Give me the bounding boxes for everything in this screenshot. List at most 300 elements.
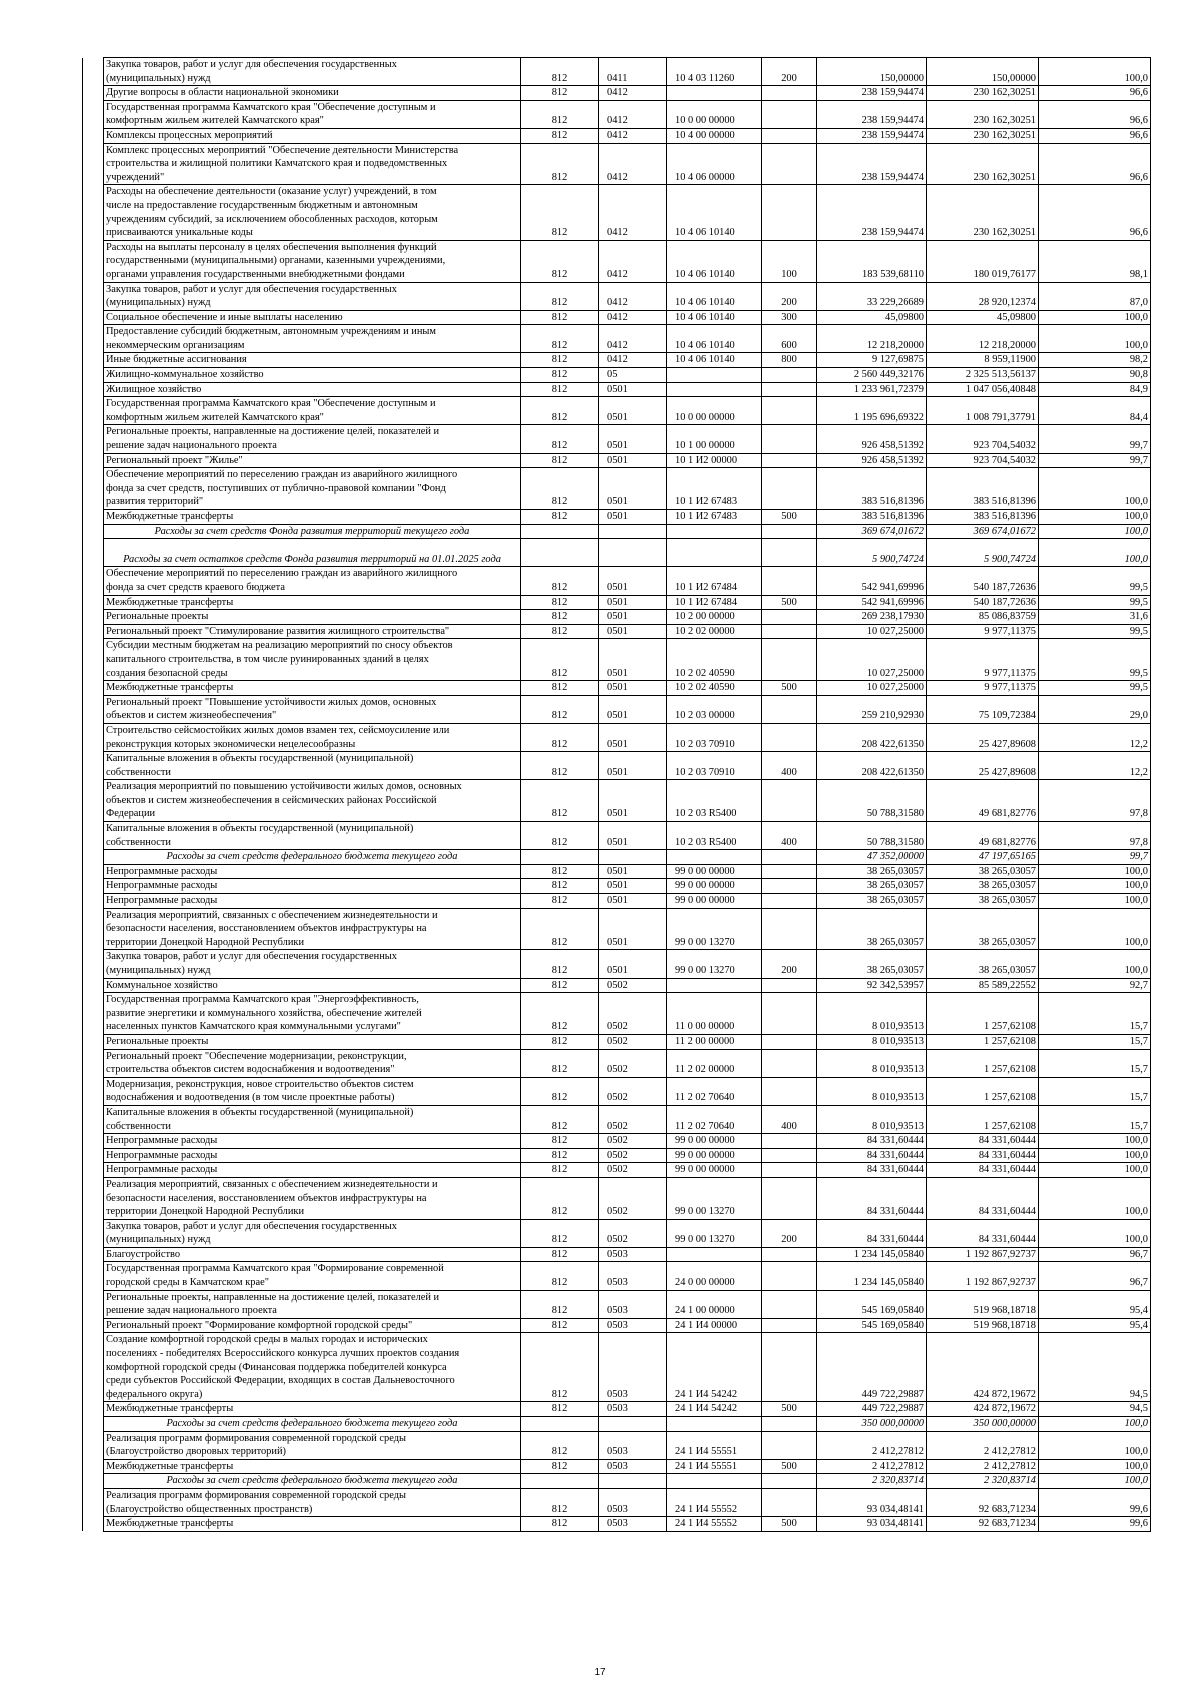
planned-amount: 10 027,25000	[817, 681, 927, 696]
expense-type-code: 500	[762, 595, 817, 610]
ministry-code: 812	[521, 752, 599, 780]
spacer-cell	[83, 539, 104, 567]
section-code: 0502	[599, 1134, 667, 1149]
planned-amount: 8 010,93513	[817, 1105, 927, 1133]
spacer-cell	[83, 850, 104, 865]
expense-name: Иные бюджетные ассигнования	[104, 353, 521, 368]
ministry-code: 812	[521, 1105, 599, 1133]
target-article-code: 11 2 02 00000	[667, 1049, 762, 1077]
ministry-code: 812	[521, 780, 599, 822]
expense-type-code	[762, 1318, 817, 1333]
section-code: 0411	[599, 58, 667, 86]
actual-amount: 75 109,72384	[927, 695, 1039, 723]
actual-amount: 540 187,72636	[927, 567, 1039, 595]
actual-amount: 25 427,89608	[927, 723, 1039, 751]
expense-name: Субсидии местным бюджетам на реализацию мероприятий по сносу объектов капитального строительства, в том числе руинированных зданий в целях создания безопасной среды	[104, 639, 521, 681]
ministry-code: 812	[521, 1049, 599, 1077]
table-row	[83, 1219, 1151, 1247]
table-row	[83, 468, 1151, 510]
spacer-cell	[83, 1034, 104, 1049]
expense-type-code: 200	[762, 58, 817, 86]
table-row	[83, 639, 1151, 681]
spacer-cell	[83, 282, 104, 310]
actual-amount: 1 257,62108	[927, 993, 1039, 1035]
expense-name: Региональный проект "Повышение устойчивости жилых домов, основных объектов и систем жизнеобеспечения"	[104, 695, 521, 723]
planned-amount: 545 169,05840	[817, 1318, 927, 1333]
subtotal-row	[83, 850, 1151, 865]
actual-amount: 1 008 791,37791	[927, 397, 1039, 425]
target-article-code: 11 2 00 00000	[667, 1034, 762, 1049]
actual-amount: 84 331,60444	[927, 1177, 1039, 1219]
execution-percent: 98,1	[1039, 240, 1151, 282]
planned-amount: 8 010,93513	[817, 1049, 927, 1077]
ministry-code: 812	[521, 397, 599, 425]
planned-amount: 84 331,60444	[817, 1177, 927, 1219]
section-code: 0501	[599, 908, 667, 950]
subtotal-row	[83, 539, 1151, 567]
execution-percent: 100,0	[1039, 1148, 1151, 1163]
execution-percent: 31,6	[1039, 610, 1151, 625]
expense-name: Капитальные вложения в объекты государственной (муниципальной) собственности	[104, 1105, 521, 1133]
expense-name: Непрограммные расходы	[104, 879, 521, 894]
section-code	[599, 850, 667, 865]
execution-percent: 96,6	[1039, 185, 1151, 240]
section-code: 0501	[599, 567, 667, 595]
expense-name: Жилищно-коммунальное хозяйство	[104, 368, 521, 383]
expense-name: Реализация мероприятий, связанных с обеспечением жизнедеятельности и безопасности населения, восстановлением объектов инфраструктуры на территории Донецкой Народной Республики	[104, 908, 521, 950]
target-article-code: 10 2 03 70910	[667, 752, 762, 780]
ministry-code	[521, 524, 599, 539]
table-row	[83, 1163, 1151, 1178]
target-article-code: 24 1 И4 55552	[667, 1517, 762, 1532]
target-article-code: 10 4 06 10140	[667, 353, 762, 368]
ministry-code: 812	[521, 1247, 599, 1262]
expense-type-code: 200	[762, 1219, 817, 1247]
spacer-cell	[83, 864, 104, 879]
expense-type-code	[762, 864, 817, 879]
actual-amount: 9 977,11375	[927, 639, 1039, 681]
spacer-cell	[83, 595, 104, 610]
execution-percent: 100,0	[1039, 510, 1151, 525]
expense-name: Реализация мероприятий, связанных с обеспечением жизнедеятельности и безопасности населения, восстановлением объектов инфраструктуры на территории Донецкой Народной Республики	[104, 1177, 521, 1219]
spacer-cell	[83, 510, 104, 525]
table-row	[83, 1177, 1151, 1219]
table-row	[83, 240, 1151, 282]
target-article-code	[667, 382, 762, 397]
execution-percent: 100,0	[1039, 325, 1151, 353]
planned-amount: 10 027,25000	[817, 624, 927, 639]
ministry-code	[521, 1474, 599, 1489]
execution-percent: 99,5	[1039, 681, 1151, 696]
execution-percent: 15,7	[1039, 1049, 1151, 1077]
planned-amount: 2 320,83714	[817, 1474, 927, 1489]
section-code: 0502	[599, 993, 667, 1035]
expense-type-code	[762, 1134, 817, 1149]
expense-type-code	[762, 695, 817, 723]
expense-name: Социальное обеспечение и иные выплаты населению	[104, 310, 521, 325]
page-number: 17	[594, 1667, 606, 1678]
execution-percent: 95,4	[1039, 1290, 1151, 1318]
expense-type-code	[762, 780, 817, 822]
expense-name: Закупка товаров, работ и услуг для обеспечения государственных (муниципальных) нужд	[104, 1219, 521, 1247]
expense-name: Межбюджетные трансферты	[104, 510, 521, 525]
execution-percent: 99,6	[1039, 1488, 1151, 1516]
target-article-code: 99 0 00 13270	[667, 1219, 762, 1247]
section-code: 05	[599, 368, 667, 383]
spacer-cell	[83, 723, 104, 751]
ministry-code: 812	[521, 453, 599, 468]
spacer-cell	[83, 368, 104, 383]
target-article-code: 24 1 И4 54242	[667, 1402, 762, 1417]
actual-amount: 1 047 056,40848	[927, 382, 1039, 397]
target-article-code: 10 2 02 00000	[667, 624, 762, 639]
expense-name: Коммунальное хозяйство	[104, 978, 521, 993]
expense-type-code	[762, 382, 817, 397]
expense-name: Создание комфортной городской среды в малых городах и исторических поселениях - победителях Всероссийского конкурса лучших проектов создания комфортной городской среды (Финансовая поддержка победителей конкурса среди субъектов Российской Федерации, входящих в состав Дальневосточного федерального округа)	[104, 1333, 521, 1402]
expense-name: Непрограммные расходы	[104, 894, 521, 909]
execution-percent: 94,5	[1039, 1402, 1151, 1417]
actual-amount: 1 257,62108	[927, 1034, 1039, 1049]
execution-percent: 15,7	[1039, 1105, 1151, 1133]
table-row	[83, 185, 1151, 240]
execution-percent: 84,9	[1039, 382, 1151, 397]
expense-name: Другие вопросы в области национальной экономики	[104, 86, 521, 101]
expense-type-code: 800	[762, 353, 817, 368]
table-row	[83, 595, 1151, 610]
expense-name: Региональный проект "Обеспечение модернизации, реконструкции, строительства объектов систем водоснабжения и водоотведения"	[104, 1049, 521, 1077]
execution-percent: 96,6	[1039, 86, 1151, 101]
ministry-code: 812	[521, 723, 599, 751]
planned-amount: 9 127,69875	[817, 353, 927, 368]
actual-amount: 92 683,71234	[927, 1488, 1039, 1516]
expense-name: Региональный проект "Жилье"	[104, 453, 521, 468]
section-code: 0412	[599, 282, 667, 310]
section-code: 0501	[599, 780, 667, 822]
planned-amount: 542 941,69996	[817, 567, 927, 595]
execution-percent: 29,0	[1039, 695, 1151, 723]
planned-amount: 1 234 145,05840	[817, 1262, 927, 1290]
target-article-code: 10 4 06 10140	[667, 310, 762, 325]
expense-name: Региональный проект "Стимулирование развития жилищного строительства"	[104, 624, 521, 639]
table-row	[83, 1402, 1151, 1417]
ministry-code: 812	[521, 1163, 599, 1178]
execution-percent: 100,0	[1039, 468, 1151, 510]
section-code: 0502	[599, 978, 667, 993]
planned-amount: 1 233 961,72379	[817, 382, 927, 397]
execution-percent: 94,5	[1039, 1333, 1151, 1402]
expense-type-code	[762, 1488, 817, 1516]
actual-amount: 28 920,12374	[927, 282, 1039, 310]
actual-amount: 424 872,19672	[927, 1333, 1039, 1402]
expense-name: Межбюджетные трансферты	[104, 1402, 521, 1417]
execution-percent: 96,7	[1039, 1262, 1151, 1290]
section-code: 0412	[599, 310, 667, 325]
table-row	[83, 310, 1151, 325]
expense-type-code	[762, 368, 817, 383]
table-row	[83, 822, 1151, 850]
expense-name: Реализация программ формирования современной городской среды (Благоустройство дворовых территорий)	[104, 1431, 521, 1459]
ministry-code: 812	[521, 624, 599, 639]
planned-amount: 2 560 449,32176	[817, 368, 927, 383]
spacer-cell	[83, 1318, 104, 1333]
expense-name: Реализация мероприятий по повышению устойчивости жилых домов, основных объектов и систем жизнеобеспечения в сейсмических районах Российской Федерации	[104, 780, 521, 822]
expense-name: Государственная программа Камчатского края "Энергоэффективность, развитие энергетики и коммунального хозяйства, обеспечение жителей населенных пунктов Камчатского края коммунальными услугами"	[104, 993, 521, 1035]
spacer-cell	[83, 353, 104, 368]
planned-amount: 449 722,29887	[817, 1333, 927, 1402]
section-code: 0503	[599, 1333, 667, 1402]
target-article-code: 24 1 00 00000	[667, 1290, 762, 1318]
expense-type-code	[762, 1177, 817, 1219]
expense-type-code	[762, 850, 817, 865]
expense-name: Региональные проекты	[104, 1034, 521, 1049]
table-row	[83, 681, 1151, 696]
spacer-cell	[83, 752, 104, 780]
section-code: 0501	[599, 894, 667, 909]
planned-amount: 449 722,29887	[817, 1402, 927, 1417]
expense-name: Расходы за счет средств федерального бюджета текущего года	[104, 1417, 521, 1432]
spacer-cell	[83, 100, 104, 128]
spacer-cell	[83, 1177, 104, 1219]
actual-amount: 49 681,82776	[927, 822, 1039, 850]
expense-type-code	[762, 1148, 817, 1163]
actual-amount: 1 192 867,92737	[927, 1247, 1039, 1262]
execution-percent: 99,7	[1039, 850, 1151, 865]
actual-amount: 180 019,76177	[927, 240, 1039, 282]
target-article-code: 10 2 03 R5400	[667, 780, 762, 822]
planned-amount: 93 034,48141	[817, 1517, 927, 1532]
actual-amount: 230 162,30251	[927, 143, 1039, 185]
execution-percent: 92,7	[1039, 978, 1151, 993]
expense-name: Непрограммные расходы	[104, 1134, 521, 1149]
execution-percent: 84,4	[1039, 397, 1151, 425]
target-article-code	[667, 1417, 762, 1432]
section-code: 0412	[599, 86, 667, 101]
target-article-code: 10 4 03 11260	[667, 58, 762, 86]
section-code: 0412	[599, 100, 667, 128]
target-article-code	[667, 850, 762, 865]
execution-percent: 100,0	[1039, 1459, 1151, 1474]
expense-type-code	[762, 1077, 817, 1105]
target-article-code: 99 0 00 00000	[667, 1163, 762, 1178]
spacer-cell	[83, 1431, 104, 1459]
section-code: 0501	[599, 610, 667, 625]
target-article-code	[667, 368, 762, 383]
planned-amount: 383 516,81396	[817, 468, 927, 510]
section-code: 0501	[599, 453, 667, 468]
expense-name: Предоставление субсидий бюджетным, автономным учреждениям и иным некоммерческим организациям	[104, 325, 521, 353]
ministry-code: 812	[521, 567, 599, 595]
expense-name: Региональные проекты, направленные на достижение целей, показателей и решение задач национального проекта	[104, 425, 521, 453]
planned-amount: 38 265,03057	[817, 894, 927, 909]
section-code: 0503	[599, 1488, 667, 1516]
planned-amount: 5 900,74724	[817, 539, 927, 567]
ministry-code: 812	[521, 864, 599, 879]
actual-amount: 230 162,30251	[927, 128, 1039, 143]
expense-type-code: 100	[762, 240, 817, 282]
expense-name: Непрограммные расходы	[104, 864, 521, 879]
planned-amount: 269 238,17930	[817, 610, 927, 625]
actual-amount: 38 265,03057	[927, 879, 1039, 894]
section-code: 0412	[599, 143, 667, 185]
actual-amount: 38 265,03057	[927, 908, 1039, 950]
table-row	[83, 610, 1151, 625]
table-row	[83, 425, 1151, 453]
target-article-code: 24 1 И4 55551	[667, 1459, 762, 1474]
table-row	[83, 325, 1151, 353]
budget-table	[82, 57, 1151, 1532]
target-article-code: 24 0 00 00000	[667, 1262, 762, 1290]
table-row	[83, 453, 1151, 468]
planned-amount: 383 516,81396	[817, 510, 927, 525]
expense-type-code	[762, 425, 817, 453]
ministry-code: 812	[521, 993, 599, 1035]
section-code: 0412	[599, 185, 667, 240]
planned-amount: 545 169,05840	[817, 1290, 927, 1318]
ministry-code: 812	[521, 695, 599, 723]
expense-name: Государственная программа Камчатского края "Обеспечение доступным и комфортным жильем жителей Камчатского края"	[104, 100, 521, 128]
subtotal-row	[83, 1417, 1151, 1432]
expense-type-code	[762, 639, 817, 681]
expense-name: Межбюджетные трансферты	[104, 681, 521, 696]
table-row	[83, 1077, 1151, 1105]
table-row	[83, 908, 1151, 950]
target-article-code: 10 4 06 10140	[667, 240, 762, 282]
planned-amount: 45,09800	[817, 310, 927, 325]
actual-amount: 49 681,82776	[927, 780, 1039, 822]
execution-percent: 96,6	[1039, 128, 1151, 143]
target-article-code: 10 4 06 10140	[667, 282, 762, 310]
expense-type-code: 500	[762, 510, 817, 525]
table-row	[83, 993, 1151, 1035]
section-code: 0503	[599, 1318, 667, 1333]
actual-amount: 84 331,60444	[927, 1134, 1039, 1149]
execution-percent: 99,5	[1039, 595, 1151, 610]
ministry-code: 812	[521, 595, 599, 610]
execution-percent: 96,6	[1039, 100, 1151, 128]
ministry-code: 812	[521, 1148, 599, 1163]
planned-amount: 84 331,60444	[817, 1148, 927, 1163]
expense-type-code: 200	[762, 282, 817, 310]
table-row	[83, 510, 1151, 525]
planned-amount: 8 010,93513	[817, 993, 927, 1035]
ministry-code: 812	[521, 1219, 599, 1247]
planned-amount: 8 010,93513	[817, 1034, 927, 1049]
actual-amount: 85 589,22552	[927, 978, 1039, 993]
execution-percent: 99,5	[1039, 567, 1151, 595]
ministry-code: 812	[521, 58, 599, 86]
table-row	[83, 624, 1151, 639]
expense-type-code	[762, 894, 817, 909]
planned-amount: 238 159,94474	[817, 143, 927, 185]
expense-type-code: 500	[762, 681, 817, 696]
ministry-code: 812	[521, 425, 599, 453]
table-row	[83, 1134, 1151, 1149]
spacer-cell	[83, 185, 104, 240]
section-code: 0503	[599, 1262, 667, 1290]
table-row	[83, 950, 1151, 978]
execution-percent: 15,7	[1039, 1034, 1151, 1049]
spacer-cell	[83, 1417, 104, 1432]
expense-type-code	[762, 908, 817, 950]
actual-amount: 923 704,54032	[927, 425, 1039, 453]
execution-percent: 100,0	[1039, 950, 1151, 978]
ministry-code: 812	[521, 908, 599, 950]
actual-amount: 2 412,27812	[927, 1431, 1039, 1459]
table-row	[83, 368, 1151, 383]
section-code: 0501	[599, 879, 667, 894]
target-article-code: 10 1 00 00000	[667, 425, 762, 453]
actual-amount: 8 959,11900	[927, 353, 1039, 368]
ministry-code: 812	[521, 1134, 599, 1149]
expense-name: Капитальные вложения в объекты государственной (муниципальной) собственности	[104, 822, 521, 850]
ministry-code: 812	[521, 1318, 599, 1333]
execution-percent: 99,5	[1039, 624, 1151, 639]
section-code: 0503	[599, 1459, 667, 1474]
execution-percent: 99,6	[1039, 1517, 1151, 1532]
expense-name: Комплексы процессных мероприятий	[104, 128, 521, 143]
expense-type-code	[762, 1417, 817, 1432]
section-code: 0412	[599, 325, 667, 353]
section-code: 0412	[599, 128, 667, 143]
actual-amount: 84 331,60444	[927, 1148, 1039, 1163]
expense-type-code	[762, 993, 817, 1035]
expense-type-code	[762, 143, 817, 185]
table-row	[83, 1488, 1151, 1516]
section-code	[599, 1474, 667, 1489]
expense-type-code	[762, 1333, 817, 1402]
section-code: 0503	[599, 1402, 667, 1417]
expense-name: Модернизация, реконструкция, новое строительство объектов систем водоснабжения и водоотведения (в том числе проектные работы)	[104, 1077, 521, 1105]
table-row	[83, 1290, 1151, 1318]
target-article-code: 10 0 00 00000	[667, 100, 762, 128]
section-code: 0501	[599, 822, 667, 850]
expense-name: Комплекс процессных мероприятий "Обеспечение деятельности Министерства строительства и жилищной политики Камчатского края и подведомственных учреждений"	[104, 143, 521, 185]
section-code: 0501	[599, 695, 667, 723]
planned-amount: 84 331,60444	[817, 1134, 927, 1149]
table-row	[83, 1318, 1151, 1333]
table-row	[83, 353, 1151, 368]
spacer-cell	[83, 1105, 104, 1133]
expense-type-code	[762, 397, 817, 425]
ministry-code: 812	[521, 950, 599, 978]
execution-percent: 99,5	[1039, 639, 1151, 681]
spacer-cell	[83, 143, 104, 185]
table-row	[83, 128, 1151, 143]
actual-amount: 230 162,30251	[927, 86, 1039, 101]
planned-amount: 12 218,20000	[817, 325, 927, 353]
execution-percent: 96,7	[1039, 1247, 1151, 1262]
actual-amount: 47 197,65165	[927, 850, 1039, 865]
table-row	[83, 1333, 1151, 1402]
actual-amount: 383 516,81396	[927, 510, 1039, 525]
planned-amount: 1 234 145,05840	[817, 1247, 927, 1262]
ministry-code: 812	[521, 1262, 599, 1290]
table-row	[83, 282, 1151, 310]
target-article-code: 10 4 06 10140	[667, 325, 762, 353]
ministry-code: 812	[521, 510, 599, 525]
planned-amount: 238 159,94474	[817, 100, 927, 128]
ministry-code: 812	[521, 879, 599, 894]
ministry-code: 812	[521, 282, 599, 310]
actual-amount: 9 977,11375	[927, 624, 1039, 639]
planned-amount: 50 788,31580	[817, 822, 927, 850]
section-code: 0503	[599, 1290, 667, 1318]
planned-amount: 38 265,03057	[817, 950, 927, 978]
actual-amount: 519 968,18718	[927, 1318, 1039, 1333]
table-row	[83, 978, 1151, 993]
actual-amount: 2 320,83714	[927, 1474, 1039, 1489]
spacer-cell	[83, 1163, 104, 1178]
